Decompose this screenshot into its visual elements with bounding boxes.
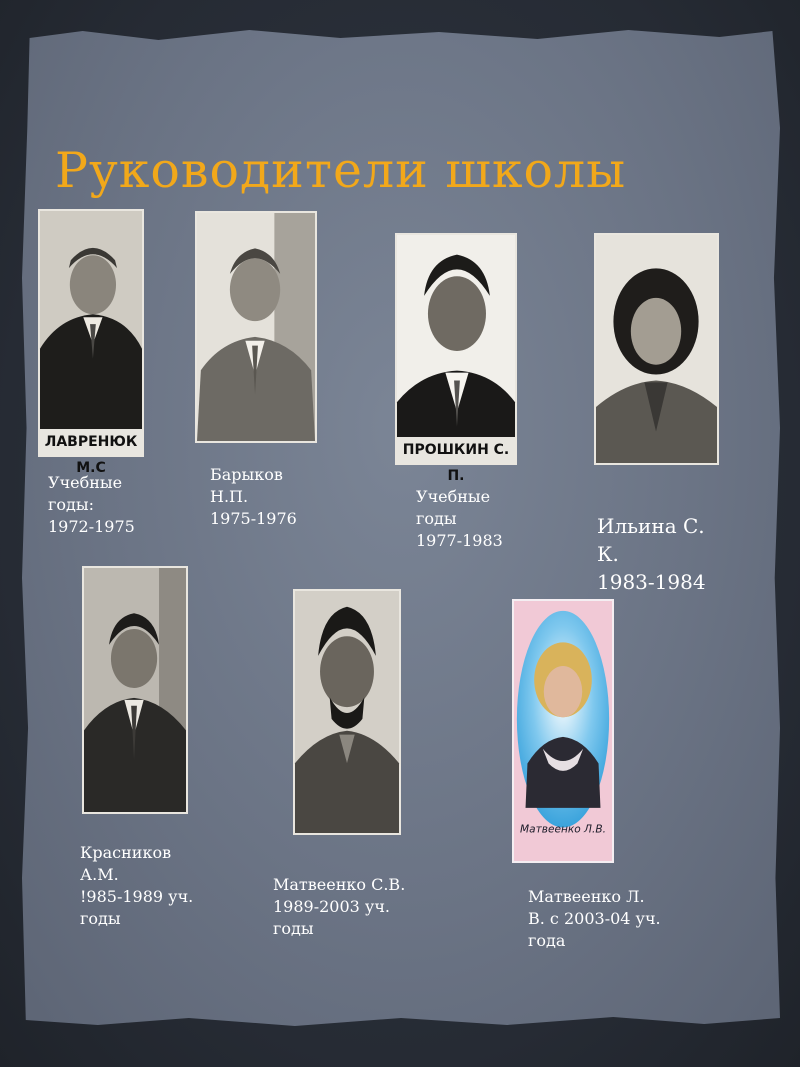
caption-3-line-1: Учебные bbox=[416, 487, 491, 506]
caption-1-line-1: Учебные bbox=[48, 473, 123, 492]
caption-5-line-2: А.М. bbox=[80, 865, 119, 884]
portrait-photo-4 bbox=[594, 233, 719, 465]
caption-7-line-1: Матвеенко Л. bbox=[528, 887, 645, 906]
caption-3-line-3: 1977-1983 bbox=[416, 531, 503, 550]
caption-4 bbox=[597, 512, 706, 596]
caption-4-line-1: Ильина С. bbox=[597, 514, 705, 538]
caption-7-line-2: В. с 2003-04 уч. bbox=[528, 909, 661, 928]
caption-2-line-2: Н.П. bbox=[210, 487, 249, 506]
caption-6-line-1: Матвеенко С.В. bbox=[273, 875, 406, 894]
caption-2 bbox=[210, 464, 297, 530]
portrait-photo-1 bbox=[38, 209, 144, 476]
caption-6-line-3: годы bbox=[273, 919, 314, 938]
caption-2-line-3: 1975-1976 bbox=[210, 509, 297, 528]
name-plate-1: ЛАВРЕНЮК М.С bbox=[40, 429, 142, 455]
caption-2-line-1: Барыков bbox=[210, 465, 283, 484]
caption-6 bbox=[273, 874, 405, 940]
portrait-photo-3 bbox=[395, 233, 517, 484]
portrait-photo-5 bbox=[82, 566, 188, 814]
caption-5 bbox=[80, 842, 193, 930]
portrait-photo-2 bbox=[195, 211, 317, 443]
caption-5-line-4: годы bbox=[80, 909, 121, 928]
caption-4-line-3: 1983-1984 bbox=[597, 570, 706, 594]
caption-4-line-2: К. bbox=[597, 542, 619, 566]
caption-1-line-2: годы: bbox=[48, 495, 94, 514]
caption-5-line-3: !985-1989 уч. bbox=[80, 887, 194, 906]
caption-1 bbox=[48, 472, 135, 538]
caption-6-line-2: 1989-2003 уч. bbox=[273, 897, 391, 916]
caption-3-line-2: годы bbox=[416, 509, 457, 528]
portrait-photo-7 bbox=[512, 599, 614, 863]
caption-7 bbox=[528, 886, 661, 952]
name-plate-7: Матвеенко Л.В. bbox=[520, 822, 606, 836]
caption-3 bbox=[416, 486, 503, 552]
page-title: Руководители школы bbox=[55, 142, 627, 199]
caption-7-line-3: года bbox=[528, 931, 566, 950]
caption-5-line-1: Красников bbox=[80, 843, 172, 862]
portrait-photo-6 bbox=[293, 589, 401, 835]
caption-1-line-3: 1972-1975 bbox=[48, 517, 135, 536]
name-plate-3: ПРОШКИН С. П. bbox=[397, 437, 515, 463]
